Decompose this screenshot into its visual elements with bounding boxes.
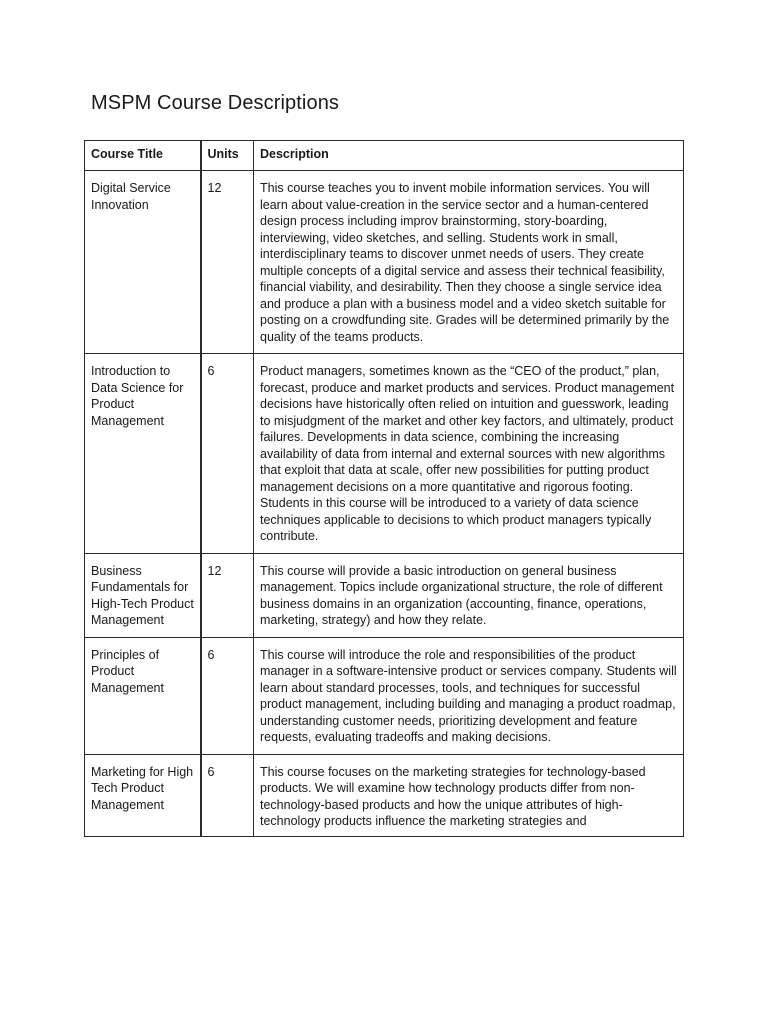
table-row bbox=[85, 171, 684, 354]
units-cell: 12 bbox=[201, 171, 254, 354]
course-title-cell: Principles of Product Management bbox=[85, 637, 201, 754]
units-cell: 12 bbox=[201, 553, 254, 637]
units-cell: 6 bbox=[201, 754, 254, 836]
table-header-row bbox=[85, 141, 684, 171]
description-cell: This course focuses on the marketing strategies for technology-based products. We will examine how technology products differ from non-technology-based products and how the unique attributes of high-technology products influence the marketing strategies and bbox=[254, 754, 684, 836]
course-title-cell: Business Fundamentals for High-Tech Product Management bbox=[85, 553, 201, 637]
description-cell: This course teaches you to invent mobile information services. You will learn about value-creation in the service sector and a human-centered design process including improv brainstorming, story-boarding, interviewing, video sketches, and selling. Students work in small, interdisciplinary teams to discover unmet needs of users. They create multiple concepts of a digital service and assess their technical feasibility, financial viability, and desirability. Then they choose a single service idea and produce a plan with a business model and a video sketch suitable for posting on a crowdfunding site. Grades will be determined primarily by the quality of the teams products. bbox=[254, 171, 684, 354]
description-cell: This course will introduce the role and responsibilities of the product manager in a software-intensive product or services company. Students will learn about standard processes, tools, and techniques for successful product management, including building and managing a product roadmap, understanding customer needs, prioritizing development and feature requests, evaluating tradeoffs and making decisions. bbox=[254, 637, 684, 754]
page-title: MSPM Course Descriptions bbox=[91, 92, 340, 114]
table-row bbox=[85, 354, 684, 554]
course-table bbox=[84, 140, 684, 837]
header-units: Units bbox=[201, 141, 254, 171]
course-title-cell: Introduction to Data Science for Product Management bbox=[85, 354, 201, 554]
table-row bbox=[85, 754, 684, 836]
description-cell: Product managers, sometimes known as the “CEO of the product,” plan, forecast, produce and market products and services. Product management decisions have historically often relied on intuition and guesswork, leading to misjudgment of the market and other key factors, and ultimately, product failures. Developments in data science, combining the increasing availability of data from internal and external sources with new algorithms that exploit that data at scale, offer new possibilities for putting product management decisions on a more quantitative and rigorous footing. Students in this course will be introduced to a variety of data science techniques applicable to decisions to which product managers typically contribute. bbox=[254, 354, 684, 554]
units-cell: 6 bbox=[201, 354, 254, 554]
units-cell: 6 bbox=[201, 637, 254, 754]
description-cell: This course will provide a basic introduction on general business management. Topics include organizational structure, the role of different business domains in an organization (accounting, finance, operations, marketing, strategy) and how they relate. bbox=[254, 553, 684, 637]
table-row bbox=[85, 553, 684, 637]
course-title-cell: Digital Service Innovation bbox=[85, 171, 201, 354]
table-row bbox=[85, 637, 684, 754]
course-title-cell: Marketing for High Tech Product Management bbox=[85, 754, 201, 836]
header-description: Description bbox=[254, 141, 684, 171]
header-course-title: Course Title bbox=[85, 141, 201, 171]
